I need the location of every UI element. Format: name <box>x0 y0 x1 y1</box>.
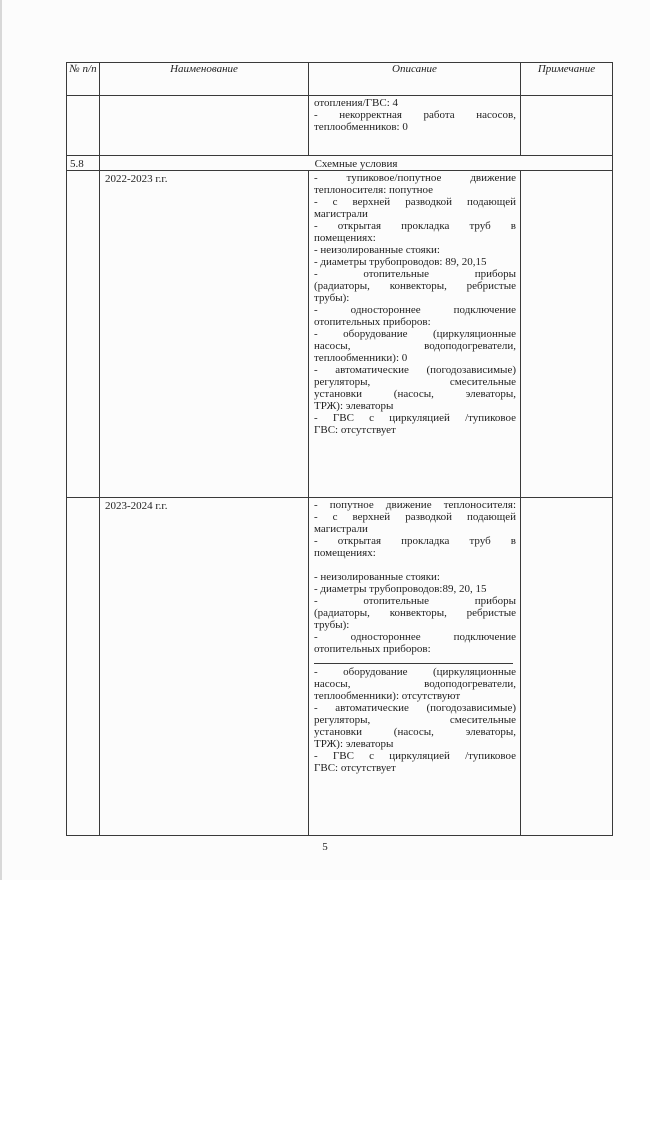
description-line: насосы, водоподогреватели, <box>314 340 516 352</box>
section-title: Схемные условия <box>100 156 613 171</box>
page-number: 5 <box>322 841 328 853</box>
row-name: 2022-2023 г.г. <box>105 173 168 185</box>
description-line: - отопительные приборы <box>314 268 516 280</box>
row-name-cell <box>100 498 309 836</box>
description-line: установки (насосы, элеваторы, <box>314 726 516 738</box>
header-name-label: Наименование <box>170 63 238 75</box>
description-line: отопления/ГВС: 4 <box>314 97 399 109</box>
description-line: - с верхней разводкой подающей <box>314 511 516 523</box>
description-line: - оборудование (циркуляционные <box>314 328 516 340</box>
description-line: отопительных приборов: <box>314 643 431 655</box>
description-line: отопительных приборов: <box>314 316 431 328</box>
header-row <box>67 63 613 96</box>
row-description-cell <box>309 171 521 498</box>
description-line: насосы, водоподогреватели, <box>314 678 516 690</box>
heating-scheme-table <box>66 62 613 836</box>
description-line: регуляторы, смесительные <box>314 376 516 388</box>
description-line: трубы): <box>314 292 350 304</box>
description-line: ТРЖ): элеваторы <box>314 400 394 412</box>
description-line: теплообменники): 0 <box>314 352 408 364</box>
description-line: - диаметры трубопроводов: 89, 20,15 <box>314 256 487 268</box>
description-line: - неизолированные стояки: <box>314 244 440 256</box>
description-line: ТРЖ): элеваторы <box>314 738 394 750</box>
continued-num-cell <box>67 96 100 156</box>
description-line: - некорректная работа насосов, <box>314 109 516 121</box>
row-num-cell <box>67 498 100 836</box>
description-line: трубы): <box>314 619 350 631</box>
description-line: - одностороннее подключение <box>314 304 516 316</box>
description-line: (радиаторы, конвекторы, ребристые <box>314 280 516 292</box>
header-note-label: Примечание <box>537 63 596 75</box>
description-line: - автоматические (погодозависимые) <box>314 702 516 714</box>
description-line: - отопительные приборы <box>314 595 516 607</box>
description-line: теплообменники): отсутствуют <box>314 690 461 702</box>
description-line: магистрали <box>314 523 368 535</box>
description-line: - ГВС с циркуляцией /тупиковое <box>314 750 516 762</box>
description-line: регуляторы, смесительные <box>314 714 516 726</box>
description-line: - тупиковое/попутное движение <box>314 172 516 184</box>
continued-name-cell <box>100 96 309 156</box>
description-line: (радиаторы, конвекторы, ребристые <box>314 607 516 619</box>
row-description-cell <box>309 498 521 836</box>
description-line: - неизолированные стояки: <box>314 571 440 583</box>
header-note <box>521 63 613 96</box>
description-line: - оборудование (циркуляционные <box>314 666 516 678</box>
table-row <box>67 171 613 498</box>
description-line: - открытая прокладка труб в <box>314 220 516 232</box>
table-row <box>67 498 613 836</box>
description-line: магистрали <box>314 208 368 220</box>
continued-row <box>67 96 613 156</box>
description-line: теплоносителя: попутное <box>314 184 434 196</box>
row-num-cell <box>67 171 100 498</box>
row-note-cell <box>521 498 613 836</box>
line-gap <box>314 559 516 571</box>
header-number <box>67 63 100 96</box>
description-line: установки (насосы, элеваторы, <box>314 388 516 400</box>
section-row <box>67 156 613 171</box>
header-description-label: Описание <box>392 63 437 75</box>
description-line: - открытая прокладка труб в <box>314 535 516 547</box>
description-line: помещениях: <box>314 232 376 244</box>
scan-edge <box>0 0 2 880</box>
description-line: теплообменников: 0 <box>314 121 408 133</box>
description-line: ГВС: отсутствует <box>314 424 396 436</box>
header-number-label: № п/п <box>69 63 97 75</box>
description-line: - с верхней разводкой подающей <box>314 196 516 208</box>
description-line: - попутное движение теплоносителя: <box>314 499 516 511</box>
description-line: ГВС: отсутствует <box>314 762 396 774</box>
row-name-cell <box>100 171 309 498</box>
row-note-cell <box>521 171 613 498</box>
continued-description-cell <box>309 96 521 156</box>
header-name <box>100 63 309 96</box>
continued-note-cell <box>521 96 613 156</box>
description-line: помещениях: <box>314 547 376 559</box>
description-line: - одностороннее подключение <box>314 631 516 643</box>
row-name: 2023-2024 г.г. <box>105 500 168 512</box>
description-line: - ГВС с циркуляцией /тупиковое <box>314 412 516 424</box>
description-line: - автоматические (погодозависимые) <box>314 364 516 376</box>
description-line: - диаметры трубопроводов:89, 20, 15 <box>314 583 487 595</box>
header-description <box>309 63 521 96</box>
section-number: 5.8 <box>67 156 100 171</box>
fill-in-underline <box>314 655 513 664</box>
